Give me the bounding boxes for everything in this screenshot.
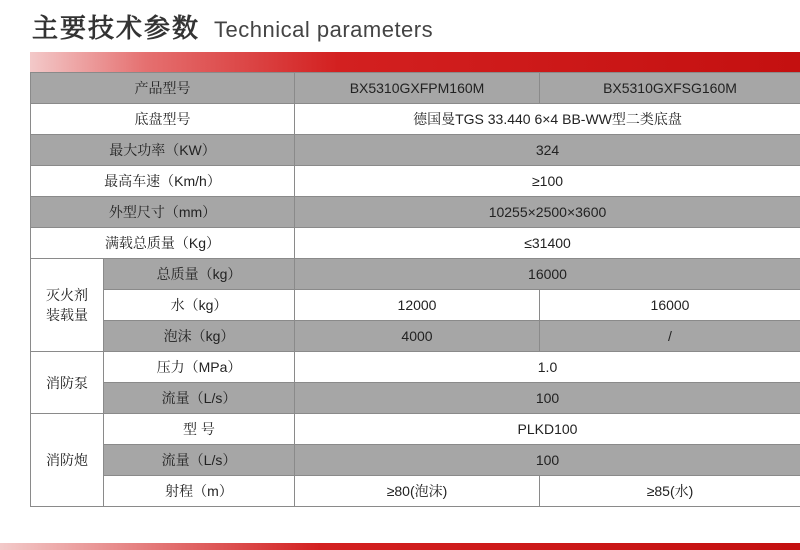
table-row: [31, 135, 800, 166]
foam-value-1: 4000: [295, 321, 540, 352]
row-label-monitor-flow: 流量（L/s）: [104, 445, 295, 476]
row-label-pump-flow: 流量（L/s）: [104, 383, 295, 414]
row-label-gross-mass: 满载总质量（Kg）: [31, 228, 295, 259]
row-label-pump-pressure: 压力（MPa）: [104, 352, 295, 383]
row-label-water: 水（kg）: [104, 290, 295, 321]
row-label-monitor-range: 射程（m）: [104, 476, 295, 507]
title-chinese: 主要技术参数: [32, 14, 201, 44]
row-label-dimensions: 外型尺寸（mm）: [31, 197, 295, 228]
agent-total-value: 16000: [295, 259, 800, 290]
pump-pressure-value: 1.0: [295, 352, 800, 383]
row-label-agent-total: 总质量（kg）: [104, 259, 295, 290]
gross-mass-value: ≤31400: [295, 228, 800, 259]
table-row: [31, 259, 800, 290]
pump-flow-value: 100: [295, 383, 800, 414]
monitor-range-water: ≥85(水): [540, 476, 800, 507]
table-row: [31, 197, 800, 228]
table-row: [31, 414, 800, 445]
table-row: [31, 445, 800, 476]
table-row: [31, 383, 800, 414]
max-power-value: 324: [295, 135, 800, 166]
table-row: [31, 352, 800, 383]
row-label-max-speed: 最高车速（Km/h）: [31, 166, 295, 197]
group-label-fire-monitor: 消防炮: [31, 414, 104, 507]
dimensions-value: 10255×2500×3600: [295, 197, 800, 228]
title-english: Technical parameters: [214, 17, 434, 42]
page-title: [32, 8, 433, 42]
product-model-2: BX5310GXFSG160M: [540, 73, 800, 104]
product-model-1: BX5310GXFPM160M: [295, 73, 540, 104]
red-header-bar: [30, 52, 800, 72]
water-value-1: 12000: [295, 290, 540, 321]
group-label-extinguishing-agent: [31, 259, 104, 352]
row-label-product-model: 产品型号: [31, 73, 295, 104]
red-footer-bar: [0, 543, 800, 550]
table-row: [31, 228, 800, 259]
monitor-model-value: PLKD100: [295, 414, 800, 445]
group-label-line1: 灭火剂: [46, 287, 88, 303]
foam-value-2: /: [540, 321, 800, 352]
group-label-line2: 装载量: [46, 307, 88, 323]
row-label-monitor-model: 型 号: [104, 414, 295, 445]
water-value-2: 16000: [540, 290, 800, 321]
group-label-fire-pump: 消防泵: [31, 352, 104, 414]
row-label-chassis-model: 底盘型号: [31, 104, 295, 135]
row-label-max-power: 最大功率（KW）: [31, 135, 295, 166]
table-row: [31, 476, 800, 507]
table-row: [31, 104, 800, 135]
table-row: [31, 73, 800, 104]
monitor-flow-value: 100: [295, 445, 800, 476]
row-label-foam: 泡沫（kg）: [104, 321, 295, 352]
chassis-model-value: 德国曼TGS 33.440 6×4 BB-WW型二类底盘: [295, 104, 800, 135]
table-row: [31, 166, 800, 197]
technical-parameters-table: [30, 72, 800, 507]
table-row: [31, 321, 800, 352]
monitor-range-foam: ≥80(泡沫): [295, 476, 540, 507]
table-row: [31, 290, 800, 321]
max-speed-value: ≥100: [295, 166, 800, 197]
